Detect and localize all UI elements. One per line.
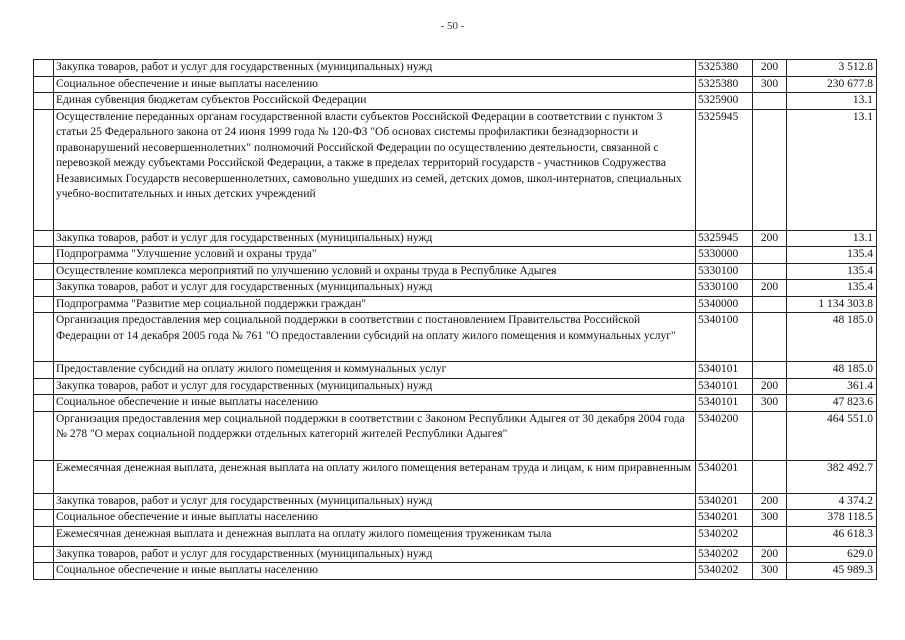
row-amount-cell: 47 823.6: [787, 395, 877, 412]
row-name-cell: Социальное обеспечение и иные выплаты населению: [54, 76, 696, 93]
row-name-cell: Социальное обеспечение и иные выплаты населению: [54, 395, 696, 412]
row-indent-cell: [34, 230, 54, 247]
row-amount-cell: 13.1: [787, 93, 877, 110]
row-amount-cell: 135.4: [787, 280, 877, 297]
row-type-cell: [753, 526, 787, 546]
table-row: [34, 247, 877, 264]
row-amount-cell: 4 374.2: [787, 493, 877, 510]
table-row: [34, 109, 877, 230]
row-amount-cell: 135.4: [787, 247, 877, 264]
row-amount-cell: 361.4: [787, 378, 877, 395]
row-name-cell: Подпрограмма "Развитие мер социальной поддержки граждан": [54, 296, 696, 313]
row-name-cell: Подпрограмма "Улучшение условий и охраны труда": [54, 247, 696, 264]
row-indent-cell: [34, 109, 54, 230]
row-name-cell: Социальное обеспечение и иные выплаты населению: [54, 510, 696, 527]
row-code-cell: 5325380: [696, 60, 753, 77]
row-indent-cell: [34, 510, 54, 527]
row-indent-cell: [34, 76, 54, 93]
row-type-cell: 200: [753, 493, 787, 510]
row-amount-cell: 48 185.0: [787, 313, 877, 362]
row-code-cell: 5340201: [696, 493, 753, 510]
table-row: [34, 280, 877, 297]
page-number: - 50 -: [440, 20, 465, 32]
row-code-cell: 5340200: [696, 411, 753, 460]
row-indent-cell: [34, 362, 54, 379]
table-row: [34, 460, 877, 493]
row-indent-cell: [34, 411, 54, 460]
row-code-cell: 5340101: [696, 378, 753, 395]
row-name-cell: Закупка товаров, работ и услуг для государственных (муниципальных) нужд: [54, 60, 696, 77]
row-name-cell: Единая субвенция бюджетам субъектов Российской Федерации: [54, 93, 696, 110]
row-type-cell: [753, 460, 787, 493]
row-indent-cell: [34, 460, 54, 493]
row-amount-cell: 13.1: [787, 230, 877, 247]
row-amount-cell: 48 185.0: [787, 362, 877, 379]
row-amount-cell: 382 492.7: [787, 460, 877, 493]
table-row: [34, 411, 877, 460]
table-row: [34, 362, 877, 379]
row-type-cell: 300: [753, 510, 787, 527]
row-amount-cell: 629.0: [787, 546, 877, 563]
row-indent-cell: [34, 313, 54, 362]
table-row: [34, 313, 877, 362]
row-type-cell: 200: [753, 546, 787, 563]
row-code-cell: 5325380: [696, 76, 753, 93]
budget-table-body: [34, 60, 877, 580]
row-amount-cell: 230 677.8: [787, 76, 877, 93]
row-name-cell: Предоставление субсидий на оплату жилого помещения и коммунальных услуг: [54, 362, 696, 379]
row-amount-cell: 46 618.3: [787, 526, 877, 546]
row-type-cell: [753, 109, 787, 230]
table-row: [34, 546, 877, 563]
row-code-cell: 5340202: [696, 563, 753, 580]
row-type-cell: 300: [753, 76, 787, 93]
row-amount-cell: 464 551.0: [787, 411, 877, 460]
row-name-cell: Осуществление комплекса мероприятий по улучшению условий и охраны труда в Республике Адыгея: [54, 263, 696, 280]
row-type-cell: [753, 313, 787, 362]
row-name-cell: Осуществление переданных органам государственной власти субъектов Российской Федерации в соответствии с пунктом 3 статьи 25 Федерального закона от 24 июня 1999 года № 120-ФЗ "Об основах системы профилактики безнадзорности и правонарушений несовершеннолетних" полномочий Российской Федерации по осуществлению деятельности, связанной с перевозкой между субъектами Российской Федерации, а также в пределах территорий государств - участников Содружества Независимых Государств несовершеннолетних, самовольно ушедших из семей, детских домов, школ-интернатов, специальных учебно-воспитательных и иных детских учреждений: [54, 109, 696, 230]
row-code-cell: 5330000: [696, 247, 753, 264]
row-code-cell: 5340000: [696, 296, 753, 313]
row-type-cell: [753, 411, 787, 460]
row-type-cell: 200: [753, 60, 787, 77]
row-type-cell: [753, 362, 787, 379]
row-indent-cell: [34, 526, 54, 546]
row-amount-cell: 3 512.8: [787, 60, 877, 77]
row-indent-cell: [34, 395, 54, 412]
table-row: [34, 230, 877, 247]
row-code-cell: 5340201: [696, 510, 753, 527]
row-indent-cell: [34, 247, 54, 264]
row-name-cell: Организация предоставления мер социальной поддержки в соответствии с Законом Республики Адыгея от 30 декабря 2004 года № 278 "О мерах социальной поддержки отдельных категорий жителей Республики Адыгея": [54, 411, 696, 460]
row-type-cell: 200: [753, 378, 787, 395]
row-indent-cell: [34, 378, 54, 395]
table-row: [34, 510, 877, 527]
row-code-cell: 5330100: [696, 263, 753, 280]
table-row: [34, 526, 877, 546]
budget-table: [33, 59, 877, 580]
row-type-cell: [753, 296, 787, 313]
row-indent-cell: [34, 93, 54, 110]
table-row: [34, 563, 877, 580]
row-code-cell: 5325945: [696, 109, 753, 230]
row-indent-cell: [34, 563, 54, 580]
row-amount-cell: 13.1: [787, 109, 877, 230]
row-type-cell: 200: [753, 280, 787, 297]
row-type-cell: 300: [753, 395, 787, 412]
row-code-cell: 5340101: [696, 395, 753, 412]
row-code-cell: 5325900: [696, 93, 753, 110]
row-name-cell: Ежемесячная денежная выплата и денежная выплата на оплату жилого помещения труженикам тыла: [54, 526, 696, 546]
row-type-cell: 300: [753, 563, 787, 580]
table-row: [34, 93, 877, 110]
row-code-cell: 5340100: [696, 313, 753, 362]
row-amount-cell: 1 134 303.8: [787, 296, 877, 313]
row-indent-cell: [34, 296, 54, 313]
table-row: [34, 263, 877, 280]
row-name-cell: Закупка товаров, работ и услуг для государственных (муниципальных) нужд: [54, 230, 696, 247]
row-code-cell: 5340202: [696, 546, 753, 563]
row-amount-cell: 135.4: [787, 263, 877, 280]
row-indent-cell: [34, 263, 54, 280]
row-indent-cell: [34, 60, 54, 77]
row-amount-cell: 378 118.5: [787, 510, 877, 527]
row-indent-cell: [34, 493, 54, 510]
row-code-cell: 5340201: [696, 460, 753, 493]
table-row: [34, 76, 877, 93]
row-name-cell: Закупка товаров, работ и услуг для государственных (муниципальных) нужд: [54, 546, 696, 563]
row-code-cell: 5340202: [696, 526, 753, 546]
table-row: [34, 395, 877, 412]
row-code-cell: 5325945: [696, 230, 753, 247]
row-code-cell: 5340101: [696, 362, 753, 379]
table-row: [34, 378, 877, 395]
row-name-cell: Закупка товаров, работ и услуг для государственных (муниципальных) нужд: [54, 493, 696, 510]
row-code-cell: 5330100: [696, 280, 753, 297]
row-type-cell: [753, 263, 787, 280]
row-amount-cell: 45 989.3: [787, 563, 877, 580]
row-indent-cell: [34, 546, 54, 563]
table-row: [34, 493, 877, 510]
row-name-cell: Закупка товаров, работ и услуг для государственных (муниципальных) нужд: [54, 280, 696, 297]
row-indent-cell: [34, 280, 54, 297]
row-name-cell: Закупка товаров, работ и услуг для государственных (муниципальных) нужд: [54, 378, 696, 395]
row-type-cell: 200: [753, 230, 787, 247]
table-row: [34, 296, 877, 313]
row-name-cell: Организация предоставления мер социальной поддержки в соответствии с постановлением Правительства Российской Федерации от 14 декабря 2005 года № 761 "О предоставлении субсидий на оплату жилого помещения и коммунальных услуг": [54, 313, 696, 362]
row-type-cell: [753, 247, 787, 264]
row-type-cell: [753, 93, 787, 110]
row-name-cell: Социальное обеспечение и иные выплаты населению: [54, 563, 696, 580]
table-row: [34, 60, 877, 77]
row-name-cell: Ежемесячная денежная выплата, денежная выплата на оплату жилого помещения ветеранам труда и лицам, к ним приравненным: [54, 460, 696, 493]
